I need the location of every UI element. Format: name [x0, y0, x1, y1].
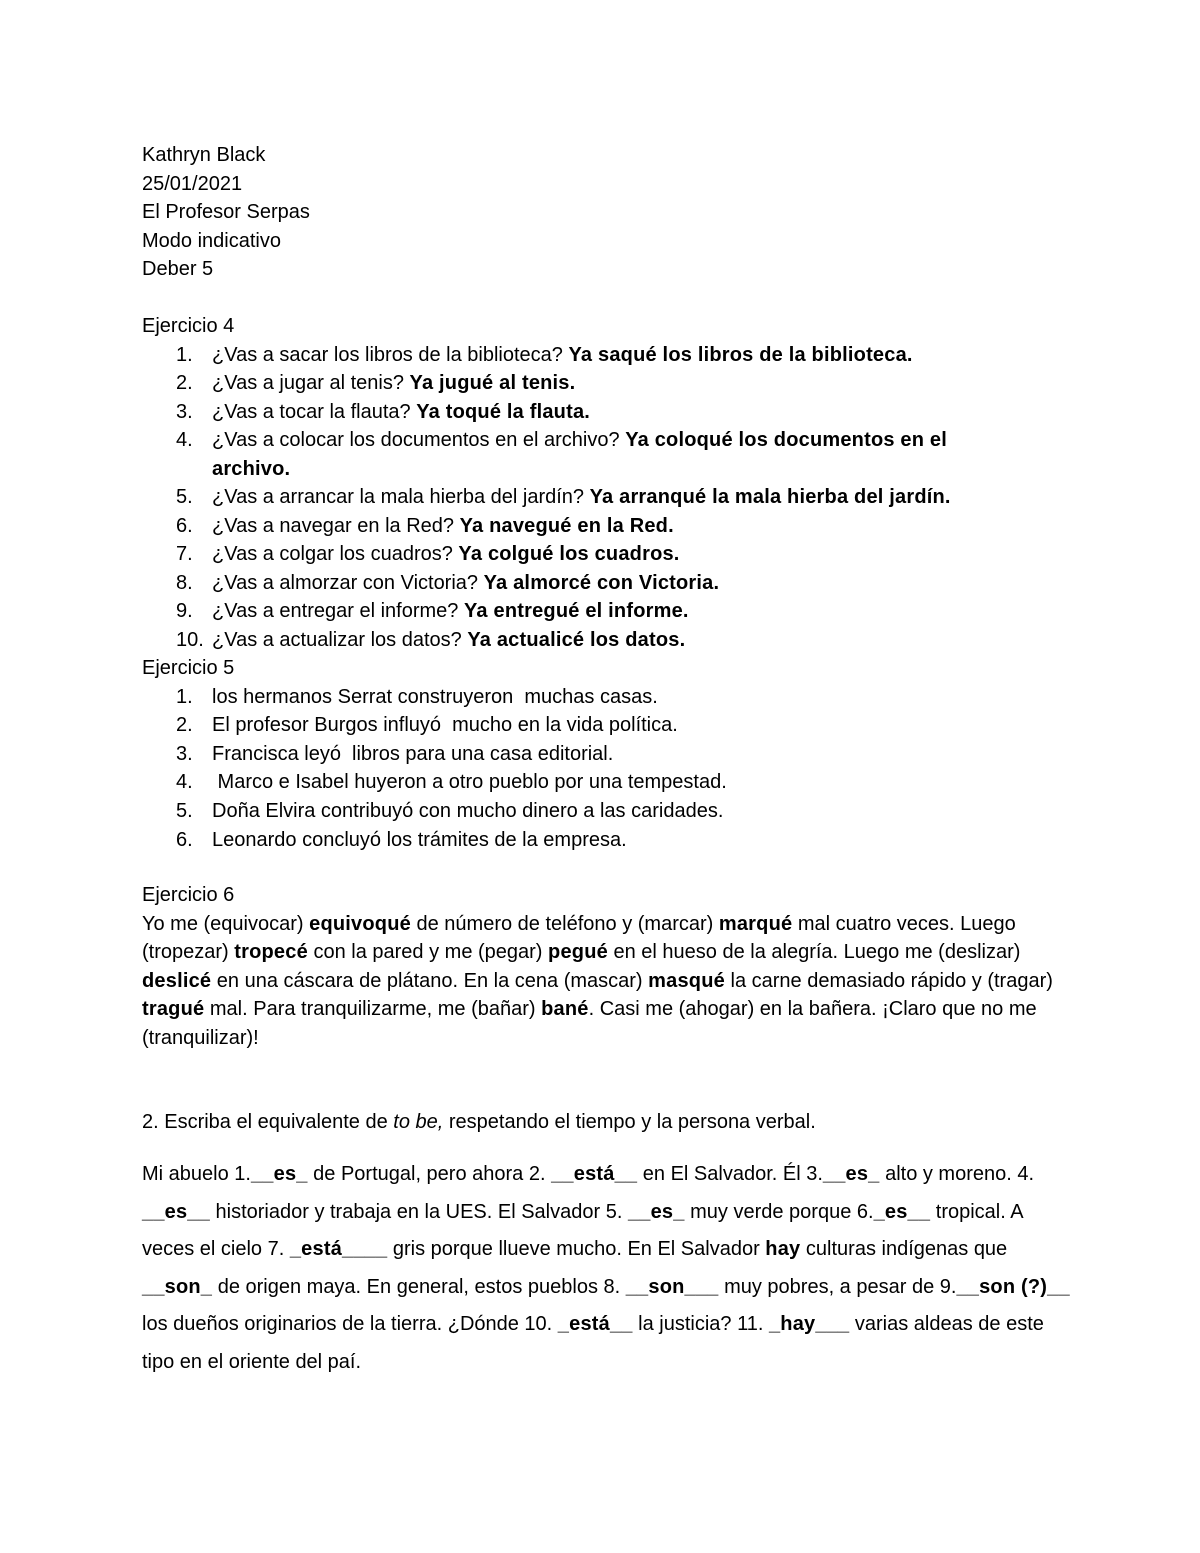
paragraph-text: alto y moreno. 4. — [879, 1163, 1035, 1185]
answer-text: __está__ — [551, 1163, 638, 1185]
paragraph-text: muy pobres, a pesar de 9. — [718, 1275, 957, 1298]
answer-text: marqué — [718, 912, 793, 935]
ejercicio-6 — [142, 881, 1072, 1053]
list-item: 2. El profesor Burgos influyó mucho en la vida política. — [176, 714, 678, 737]
list-item: 6. ¿Vas a navegar en la Red? Ya navegué en la Red. — [176, 514, 674, 537]
answer-text: _está____ — [289, 1238, 388, 1261]
paragraph-text: de origen maya. En general, estos pueblos 8. — [212, 1275, 626, 1298]
list-item: 5. ¿Vas a arrancar la mala hierba del jardín? Ya arranqué la mala hierba del jardín. — [176, 486, 951, 508]
ejercicio-5-list — [142, 683, 1072, 855]
list-item: 3. Francisca leyó libros para una casa editorial. — [176, 742, 614, 765]
list-item: 10. ¿Vas a actualizar los datos? Ya actualicé los datos. — [176, 628, 686, 651]
list-item: 4. ¿Vas a colocar los documentos en el archivo? Ya coloqué los documentos en el archivo. — [176, 429, 948, 480]
assignment: Deber 5 — [142, 258, 214, 281]
paragraph-text: muy verde porque 6. — [684, 1200, 874, 1223]
list-item: 4. Marco e Isabel huyeron a otro pueblo por una tempestad. — [176, 771, 727, 794]
paragraph-text: . Casi me (ahogar) en la bañera. ¡Claro que no me (tranquilizar)! — [142, 998, 1037, 1049]
list-item: 7. ¿Vas a colgar los cuadros? Ya colgué los cuadros. — [176, 543, 680, 565]
answer-text: hay — [765, 1238, 801, 1261]
answer-text: _hay___ — [768, 1313, 850, 1336]
paragraph-text: tropical. A veces el cielo 7. — [142, 1200, 1023, 1261]
answer-text: __son___ — [625, 1275, 719, 1298]
paragraph-text: gris porque llueve mucho. En El Salvador — [387, 1238, 766, 1261]
answer-text: __son_ — [142, 1275, 213, 1298]
answer-text: _es__ — [873, 1200, 931, 1223]
answer-text: __es_ — [250, 1163, 308, 1185]
paragraph-text: en una cáscara de plátano. En la cena (mascar) — [211, 969, 649, 992]
list-item: 1. ¿Vas a sacar los libros de la biblioteca? Ya saqué los libros de la biblioteca. — [176, 343, 913, 366]
ejercicio-5 — [142, 654, 1072, 854]
list-item: 5. Doña Elvira contribuyó con mucho dinero a las caridades. — [176, 799, 724, 822]
section-2-paragraph — [142, 1156, 1072, 1382]
section-2-intro: 2. Escriba el equivalente de to be, respetando el tiempo y la persona verbal. — [142, 1111, 816, 1133]
answer-text: bané — [541, 998, 589, 1021]
paragraph-text: en el hueso de la alegría. Luego me (deslizar) — [607, 941, 1021, 964]
paragraph-text: en El Salvador. Él 3. — [637, 1163, 823, 1185]
list-item: 9. ¿Vas a entregar el informe? Ya entregué el informe. — [176, 600, 689, 622]
list-item: 8. ¿Vas a almorzar con Victoria? Ya almorcé con Victoria. — [176, 571, 720, 594]
paragraph-text: los dueños originarios de la tierra. ¿Dónde 10. — [142, 1313, 558, 1336]
ejercicio-5-title: Ejercicio 5 — [142, 657, 235, 679]
topic: Modo indicativo — [142, 229, 281, 252]
paragraph-text: mal. Para tranquilizarme, me (bañar) — [204, 998, 542, 1021]
list-item: 3. ¿Vas a tocar la flauta? Ya toqué la flauta. — [176, 400, 591, 423]
ejercicio-4 — [142, 312, 1072, 654]
ejercicio-6-title: Ejercicio 6 — [142, 884, 235, 906]
list-item: 1. los hermanos Serrat construyeron muchas casas. — [176, 685, 658, 708]
answer-text: __son (?)__ — [956, 1275, 1070, 1298]
date: 25/01/2021 — [142, 172, 243, 195]
answer-text: __es__ — [142, 1200, 210, 1223]
list-item: 6. Leonardo concluyó los trámites de la empresa. — [176, 828, 627, 851]
ejercicio-4-list — [142, 341, 1072, 655]
answer-text: tragué — [142, 998, 205, 1021]
paragraph-text: con la pared y me (pegar) — [307, 941, 549, 964]
paragraph-text: historiador y trabaja en la UES. El Salvador 5. — [209, 1200, 628, 1223]
answer-text: __es_ — [822, 1163, 880, 1185]
student-name: Kathryn Black — [142, 144, 266, 166]
paragraph-text: culturas indígenas que — [800, 1238, 1008, 1261]
paragraph-text: Mi abuelo 1. — [142, 1163, 251, 1185]
list-item: 2. ¿Vas a jugar al tenis? Ya jugué al tenis. — [176, 372, 576, 394]
answer-text: tropecé — [234, 941, 308, 964]
paragraph-text: de número de teléfono y (marcar) — [410, 912, 719, 935]
ejercicio-4-title: Ejercicio 4 — [142, 315, 235, 337]
paragraph-text: mal cuatro veces. Luego (tropezar) — [142, 912, 1016, 964]
answer-text: pegué — [548, 941, 608, 964]
header-block — [142, 141, 1072, 284]
ejercicio-6-paragraph — [142, 910, 1072, 1053]
answer-text: equivoqué — [309, 912, 411, 935]
answer-text: __es_ — [627, 1200, 685, 1223]
paragraph-text: la justicia? 11. — [632, 1313, 769, 1336]
professor: El Profesor Serpas — [142, 201, 310, 224]
answer-text: deslicé — [142, 969, 212, 992]
paragraph-text: varias aldeas de este tipo en el oriente del paí. — [142, 1313, 1044, 1373]
answer-text: _está__ — [557, 1313, 633, 1336]
paragraph-text: de Portugal, pero ahora 2. — [307, 1163, 552, 1185]
paragraph-text: la carne demasiado rápido y (tragar) — [724, 969, 1053, 992]
paragraph-text: Yo me (equivocar) — [142, 912, 310, 935]
answer-text: masqué — [648, 969, 725, 992]
